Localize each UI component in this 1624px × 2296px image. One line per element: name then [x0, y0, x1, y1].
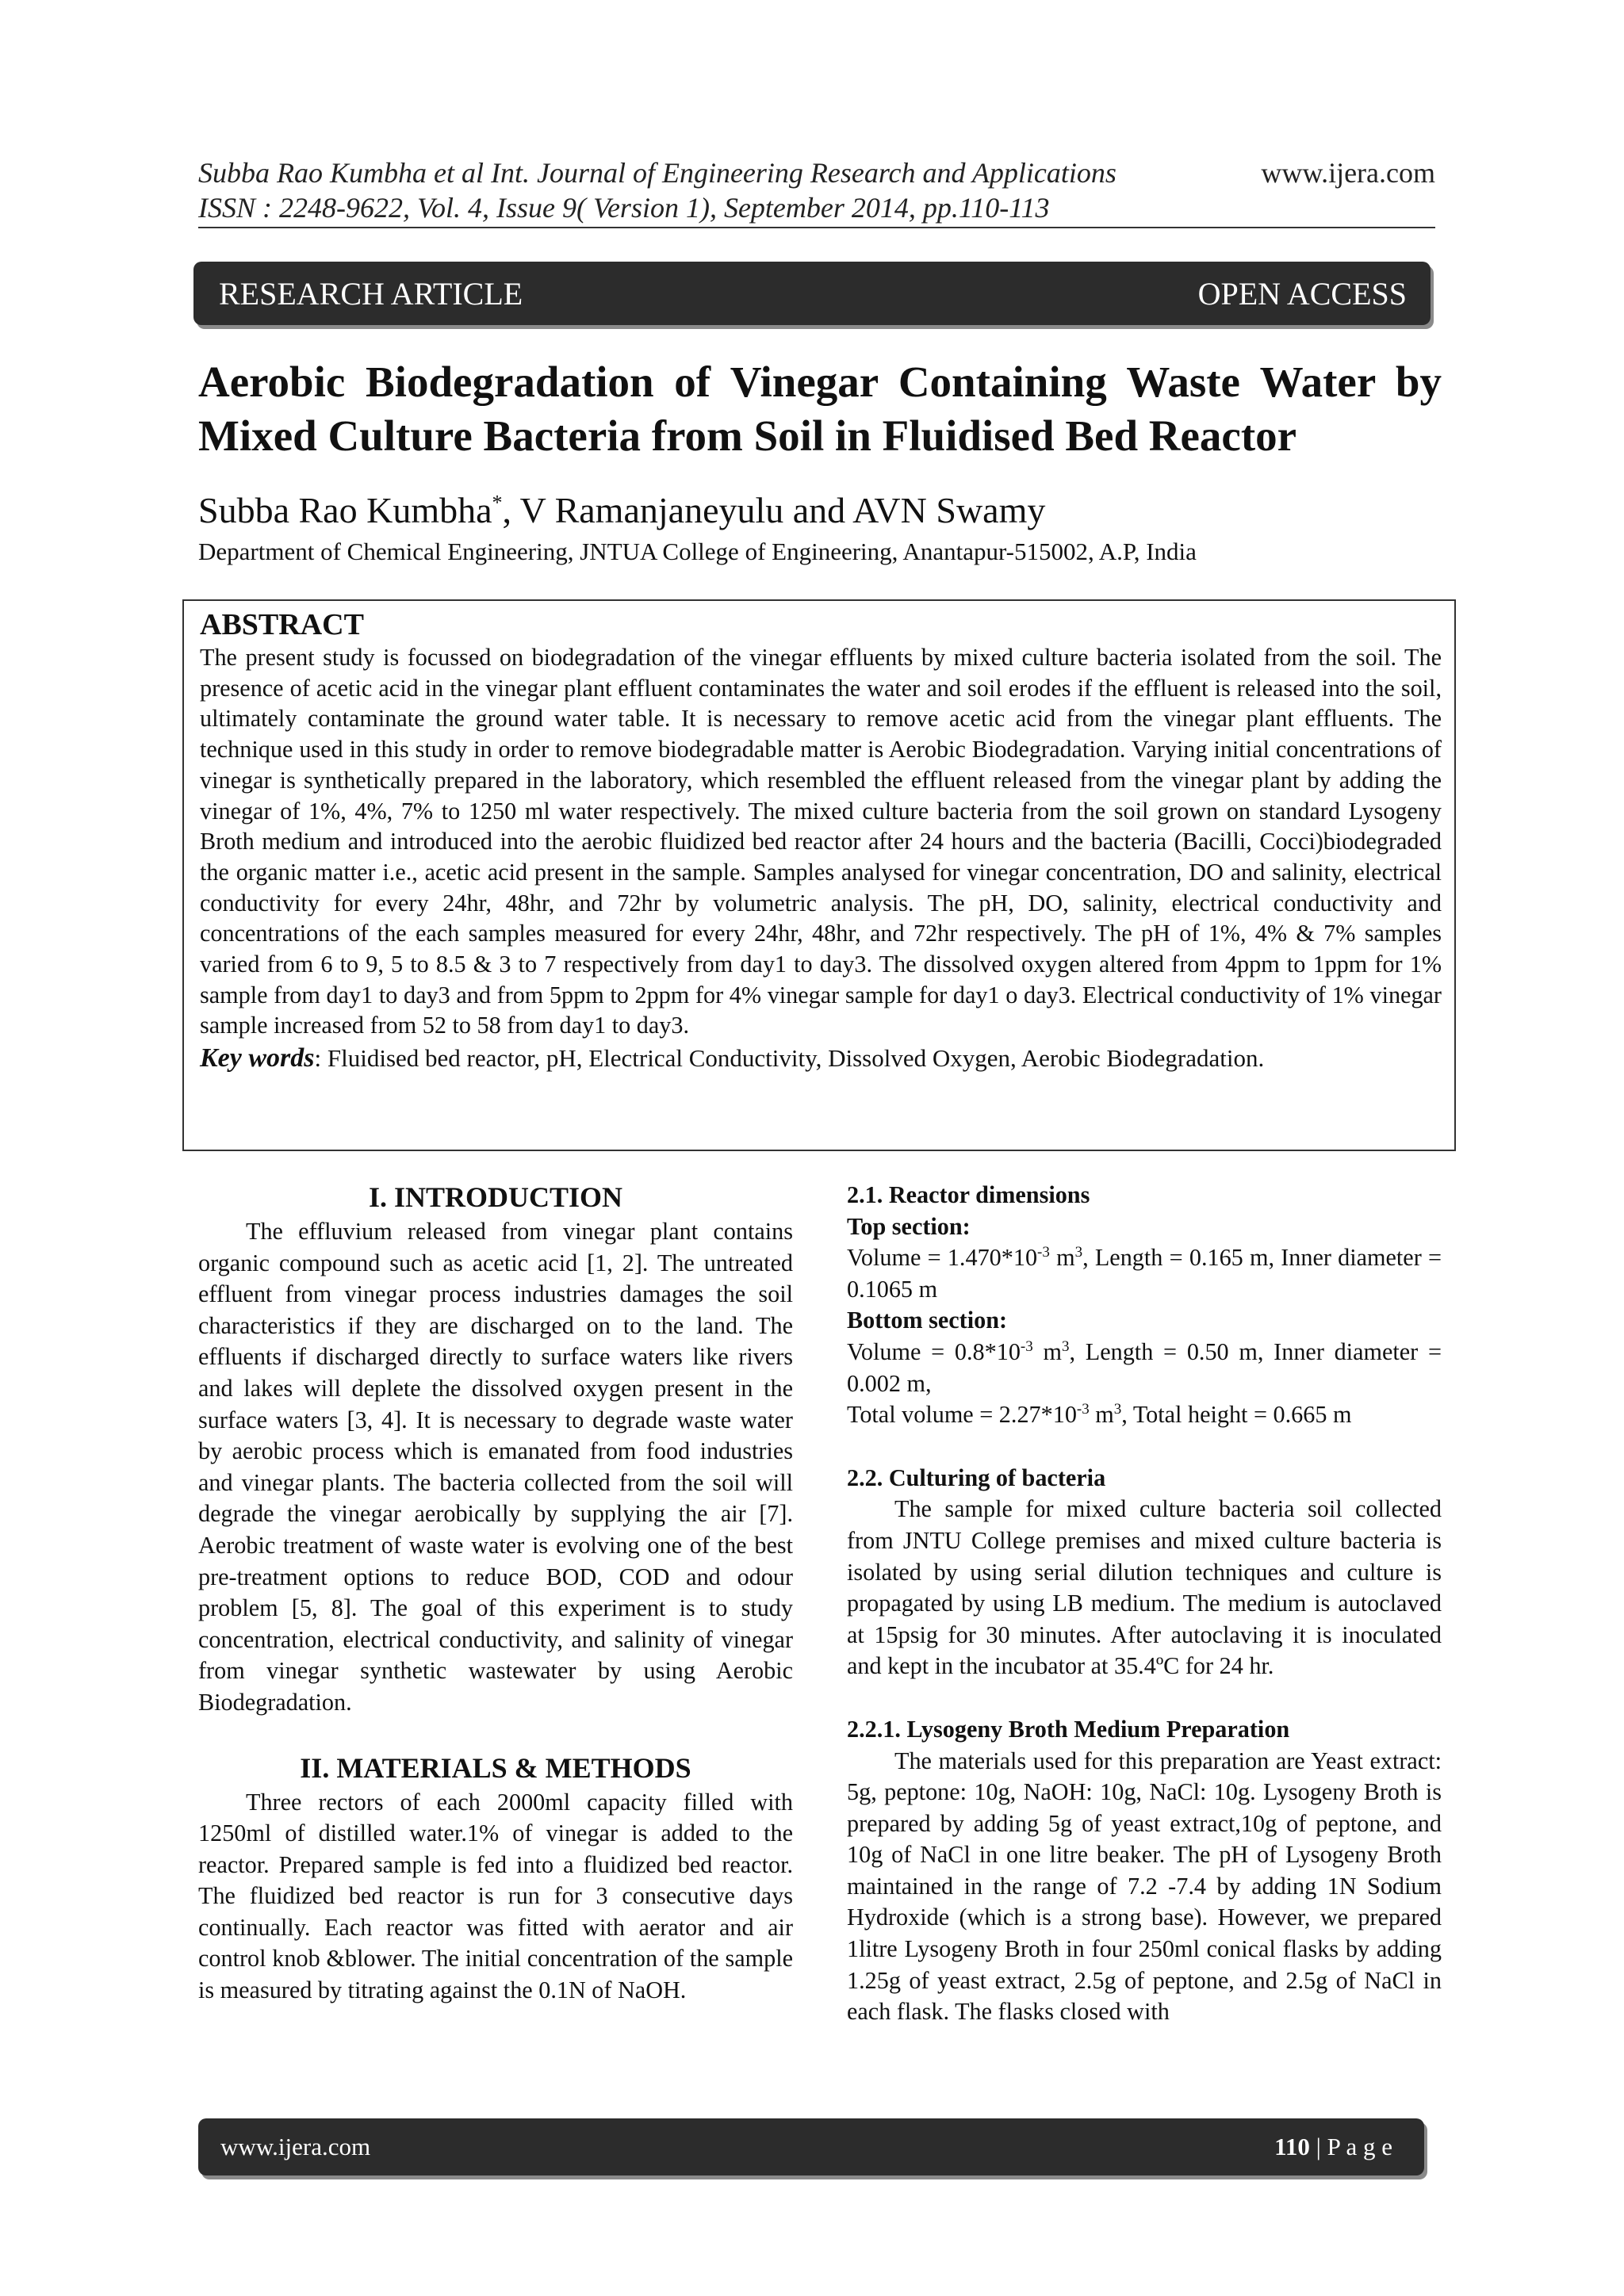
bottom-section-heading: Bottom section:	[847, 1307, 1008, 1334]
keywords	[200, 1043, 1442, 1074]
journal-citation: Subba Rao Kumbha et al Int. Journal of Engineering Research and Applications	[198, 157, 1116, 189]
reactor-dimensions-heading: 2.1. Reactor dimensions	[847, 1181, 1090, 1208]
abstract-text: The present study is focussed on biodegradation of the vinegar effluents by mixed culture bacteria isolated from the soil. The presence of acetic acid in the vinegar plant effluent contaminates the water and soil erodes if the effluent is released into the soil, ultimately contaminate the ground water table. It is necessary to remove acetic acid from the vinegar plant effluents. The technique used in this study in order to remove biodegradable matter is Aerobic Biodegradation. Varying initial concentrations of vinegar is synthetically prepared in the laboratory, which resembled the effluent released from the vinegar plant by adding the vinegar of 1%, 4%, 7% to 1250 ml water respectively. The mixed culture bacteria from the soil grown on standard Lysogeny Broth medium and introduced into the aerobic fluidized bed reactor after 24 hours and the bacteria (Bacilli, Cocci)biodegraded the organic matter i.e., acetic acid present in the sample. Samples analysed for vinegar concentration, DO and salinity, electrical conductivity for every 24hr, 48hr, and 72hr by volumetric analysis. The pH, DO, salinity, electrical conductivity and concentrations of the each samples measured for every 24hr, 48hr, and 72hr respectively. The pH of 1%, 4% & 7% samples varied from 6 to 9, 5 to 8.5 & 3 to 7 respectively from day1 to day3. The dissolved oxygen altered from 4ppm to 1ppm for 1% sample from day1 to day3 and from 5ppm to 2ppm for 4% vinegar sample for day1 o day3. Electrical conductivity of 1% vinegar sample increased from 52 to 58 from day1 to day3.	[200, 644, 1442, 1039]
page-footer	[198, 2118, 1424, 2175]
total-dimensions-text: Total volume = $2.27*10^{-3}$ $m^3$, Total height = 0.665 m	[847, 1401, 1352, 1429]
lysogeny-heading: 2.2.1. Lysogeny Broth Medium Preparation	[847, 1715, 1290, 1743]
footer-website[interactable]: www.ijera.com	[220, 2133, 371, 2160]
corresponding-author-mark: *	[492, 491, 503, 515]
left-column	[198, 1180, 793, 2007]
open-access-label: OPEN ACCESS	[1197, 275, 1407, 312]
keywords-label: Key words	[200, 1043, 315, 1073]
introduction-text: The effluvium released from vinegar plant contains organic compound such as acetic acid [1, 2]. The untreated effluent from vinegar process industries damages the soil characteristics if they are discharged on to the land. The effluents if discharged directly to surface waters like rivers and lakes will deplete the dissolved oxygen present in the surface waters [3, 4]. It is necessary to degrade waste water by aerobic process which is emanated from food industries and vinegar plants. The bacteria collected from the soil will degrade the vinegar aerobically by supplying the air [7]. Aerobic treatment of waste water is evolving one of the best pre-treatment options to reduce BOD, COD and odour problem [5, 8]. The goal of this experiment is to study concentration, electrical conductivity, and salinity of vinegar from vinegar synthetic wastewater by using Aerobic Biodegradation.	[198, 1218, 793, 1716]
keywords-list: : Fluidised bed reactor, pH, Electrical Conductivity, Dissolved Oxygen, Aerobic Biodegradation.	[314, 1044, 1265, 1073]
culturing-heading: 2.2. Culturing of bacteria	[847, 1464, 1106, 1491]
methods-heading: II. MATERIALS & METHODS	[300, 1751, 691, 1784]
author-list	[198, 488, 1045, 533]
title-line-2: Mixed Culture Bacteria from Soil in Fluidised Bed Reactor	[198, 411, 1297, 460]
introduction-heading: I. INTRODUCTION	[368, 1181, 623, 1213]
journal-website[interactable]: www.ijera.com	[1261, 157, 1435, 189]
article-type-banner	[193, 262, 1431, 325]
bottom-section-text: Volume = $0.8*10^{-3}$ $m^3$, Length = 0.50 m, Inner diameter = 0.002 m,	[847, 1337, 1442, 1397]
lysogeny-text: The materials used for this preparation are Yeast extract: 5g, peptone: 10g, NaOH: 10g, NaCl: 10g. Lysogeny Broth is prepared by adding 5g of yeast extract,10g of peptone, and 10g of NaCl in one litre beaker. The pH of Lysogeny Broth maintained in the range of 7.2 -7.4 by adding 1N Sodium Hydroxide (which is a strong base). However, we prepared 1litre Lysogeny Broth in four 250ml conical flasks by adding 1.25g of yeast extract, 2.5g of peptone, and 2.5g of NaCl in each flask. The flasks closed with	[847, 1747, 1442, 2026]
co-authors: , V Ramanjaneyulu and AVN Swamy	[502, 490, 1046, 530]
abstract-heading: ABSTRACT	[200, 608, 364, 641]
header-divider	[198, 227, 1435, 228]
culturing-text: The sample for mixed culture bacteria soil collected from JNTU College premises and mixed culture bacteria is isolated by using serial dilution techniques and culture is propagated by using LB medium. The medium is autoclaved at 15psig for 30 minutes. After autoclaving it is inoculated and kept in the incubator at 35.4ºC for 24 hr.	[847, 1495, 1442, 1680]
top-section-text: Volume = $1.470*10^{-3}$ $m^3$, Length = 0.165 m, Inner diameter = 0.1065 m	[847, 1244, 1442, 1303]
methods-text: Three rectors of each 2000ml capacity filled with 1250ml of distilled water.1% of vinegar is added to the reactor. Prepared sample is fed into a fluidized bed reactor. The fluidized bed reactor is run for 3 consecutive days continually. Each reactor was fitted with aerator and air control knob &blower. The initial concentration of the sample is measured by titrating against the 0.1N of NaOH.	[198, 1788, 793, 2004]
affiliation: Department of Chemical Engineering, JNTUA College of Engineering, Anantapur-515002, A.P, India	[198, 538, 1197, 565]
title-line-1: Aerobic Biodegradation of Vinegar Containing Waste Water by	[198, 358, 1442, 406]
issn-line: ISSN : 2248-9622, Vol. 4, Issue 9( Version 1), September 2014, pp.110-113	[198, 192, 1050, 224]
top-section-heading: Top section:	[847, 1212, 971, 1240]
running-header	[198, 155, 1435, 225]
first-author: Subba Rao Kumbha	[198, 490, 492, 530]
page-number: 110 | P a g e	[1274, 2133, 1392, 2160]
abstract-box	[182, 599, 1456, 1151]
right-column	[847, 1180, 1442, 2028]
paper-title	[198, 355, 1442, 463]
research-article-label: RESEARCH ARTICLE	[219, 275, 523, 312]
